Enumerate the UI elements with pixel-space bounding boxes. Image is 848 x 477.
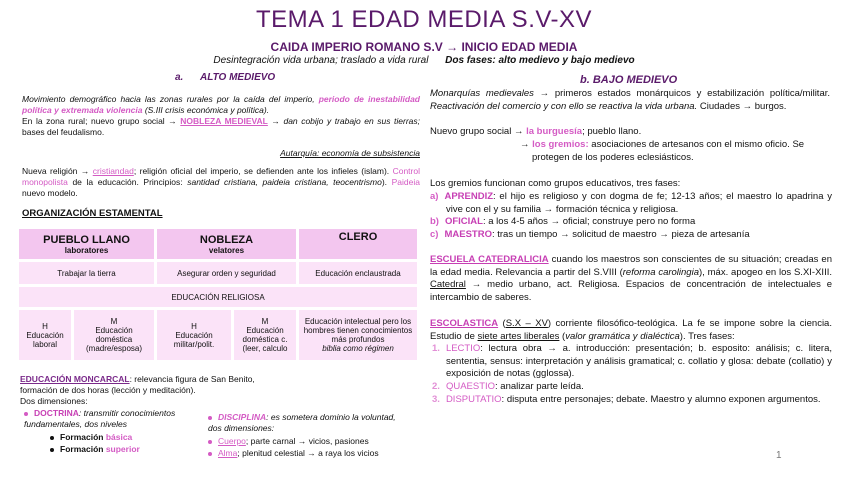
disputatio-text: : disputa entre personajes; debate. Maestro y alumno exponen argumentos. xyxy=(501,394,821,405)
estamental-table xyxy=(16,226,420,363)
page-title: TEMA 1 EDAD MEDIA S.V-XV xyxy=(255,6,593,33)
disciplina-text: : es sometera dominio la voluntad, dos dimensiones: xyxy=(208,412,396,433)
num-1: 1. xyxy=(432,343,440,354)
moncarcal-title: EDUCACIÓN MONCARCAL xyxy=(20,374,130,384)
pueblo-llano-right: ; pueblo llano. xyxy=(582,126,642,137)
bullet-cuerpo xyxy=(208,436,418,447)
p3-a: Nueva religión → xyxy=(22,166,93,176)
escolastica-paragraph xyxy=(430,318,832,343)
biblia-regimen: biblia como régimen xyxy=(322,344,394,353)
cuerpo-title: Cuerpo xyxy=(218,436,246,446)
cell-h-militar xyxy=(157,310,231,360)
subtitle-line xyxy=(0,55,848,66)
bullet-formacion-basica xyxy=(50,432,132,443)
escolastica: ESCOLASTICA xyxy=(430,318,499,329)
list-c: c) xyxy=(430,229,439,240)
p2-a-right: Nuevo grupo social → xyxy=(430,126,527,137)
disputatio: DISPUTATIO xyxy=(445,394,502,405)
bullet-dot-icon xyxy=(50,448,54,452)
aprendiz-text: : el hijo es religioso y con dogma de fe; 12-13 años; el maestro lo apadrina y vive con el y su familia → formación técnica y religiosa. xyxy=(446,191,832,215)
f1-a: Formación xyxy=(60,432,106,442)
col2-sub: velatores xyxy=(208,245,245,255)
oficial: OFICIAL xyxy=(444,216,483,227)
bullet-dot-icon xyxy=(208,440,212,444)
cell-m-domestica xyxy=(74,310,154,360)
section-a-title: ALTO MEDIEVO xyxy=(200,72,276,83)
escol-a: ( xyxy=(498,318,506,329)
fase-lectio xyxy=(432,343,832,381)
alto-paragraph-3 xyxy=(22,166,420,199)
p2-c: bases del feudalismo. xyxy=(22,127,105,137)
escol-b: ) corriente filosófico-teológica. La fe se impone sobre la ciencia. Estudio de xyxy=(430,318,832,342)
siete-artes: siete artes liberales xyxy=(477,330,560,342)
cell-m-domestica-c xyxy=(234,310,296,360)
bullet-doctrina xyxy=(24,408,214,430)
m-label-2: M xyxy=(261,317,269,326)
p4-pink2: Paideia xyxy=(391,177,420,187)
edu-intelectual: Educación intelectual pero los hombres tienen conocimientos más profundos xyxy=(303,317,413,344)
doctrina-text: : transmitir conocimientos fundamentales, dos niveles xyxy=(24,408,176,429)
cell-clero-intelectual xyxy=(299,310,417,360)
alto-paragraph-2 xyxy=(22,116,420,138)
valor-gramatica: valor gramática y dialéctica xyxy=(565,330,680,342)
escol-c: ( xyxy=(559,330,566,342)
bajo-paragraph-1 xyxy=(430,88,830,113)
bullet-alma xyxy=(208,448,418,459)
quaestio: QUAESTIO xyxy=(445,381,496,392)
bullet-formacion-superior xyxy=(50,444,140,455)
col-nobleza xyxy=(157,229,296,259)
f2-p: superior xyxy=(105,444,140,454)
bullet-dot-icon xyxy=(24,412,28,416)
subline-a: Desintegración vida urbana; traslado a vida rural xyxy=(213,55,429,66)
bullet-dot-icon xyxy=(50,436,54,440)
aprendiz: APRENDIZ xyxy=(444,191,494,202)
cell-educacion-enclaustrada: Educación enclaustrada xyxy=(299,262,417,284)
p3-b: ; religión oficial del imperio, se defienden ante los infieles (islam). xyxy=(133,166,390,176)
lectio-text: : lectura obra → a. introducción: presentación; b. esposito: análisis; c. litera, sententia, sensus: interpretación y análisis gramatical; c. collatio y glosa: debate (collatio) y exposición de notas (gglossa). xyxy=(446,343,832,379)
bullet-disciplina xyxy=(208,412,408,434)
alto-paragraph-1 xyxy=(22,94,420,116)
bullet-dot-icon xyxy=(208,416,212,420)
fase-oficial xyxy=(430,216,832,229)
burguesia: la burguesía xyxy=(526,126,583,137)
p1-a-right: → primeros estados monárquicos y estabilización política/militar. xyxy=(533,88,831,99)
edu-domestica: Educación doméstica (madre/esposa) xyxy=(85,326,143,353)
esc-b: ), máx. apogeo en los S.XI-XIII. xyxy=(698,266,832,278)
p4-i: santidad cristiana, paideia cristiana, teocentrismo xyxy=(187,177,382,187)
subline-b: Dos fases: alto medievo y bajo medievo xyxy=(445,55,635,66)
edu-militar: Educación militar/polit. xyxy=(173,330,215,349)
f1-p: básica xyxy=(105,432,133,442)
p3-pink: cristiandad xyxy=(92,166,134,176)
col-clero: CLERO xyxy=(299,229,417,259)
quaestio-text: : analizar parte leída. xyxy=(495,381,584,392)
col2-title: NOBLEZA xyxy=(199,233,254,246)
gremios: los gremios: xyxy=(532,139,589,150)
escuela-catedralicia: ESCUELA CATEDRALICIA xyxy=(430,254,549,265)
lectio: LECTIO xyxy=(445,343,481,354)
p2-b: → dan cobijo y trabajo en sus tierras; xyxy=(267,116,421,126)
monarquias: Monarquías medievales xyxy=(430,88,534,99)
cell-educacion-religiosa: EDUCACIÓN RELIGIOSA xyxy=(19,287,417,307)
gremios-text: asociaciones de artesanos con el mismo oficio. Se protegen de los poderes eclesiásticos. xyxy=(532,139,805,163)
p4-b: ). xyxy=(381,177,392,187)
org-estamental-heading: ORGANIZACIÓN ESTAMENTAL xyxy=(22,208,163,219)
edu-domestica-c: Educación doméstica c. (leer, calculo xyxy=(242,326,288,353)
alma-text: ; plenitud celestial → a raya los vicios xyxy=(237,448,379,458)
disciplina-title: DISCIPLINA xyxy=(218,412,267,422)
cuerpo-text: ; parte carnal → vicios, pasiones xyxy=(245,436,369,446)
section-a-heading xyxy=(175,72,275,83)
col-pueblo-llano xyxy=(19,229,154,259)
fase-maestro xyxy=(430,229,832,242)
p1-pink: periodo de inestabilidad política y extremada violencia xyxy=(22,94,420,115)
esc-c: → medio urbano, act. Religiosa. Espacios de concentración de intelectuales e intercambio de saberes. xyxy=(430,279,832,303)
p1-a: Movimiento demográfico hacia las zonas rurales por la caída del imperio, xyxy=(22,94,319,104)
edu-laboral: Educación laboral xyxy=(26,330,64,349)
h-label-1: H xyxy=(42,321,48,331)
cell-h-laboral xyxy=(19,310,71,360)
f2-a: Formación xyxy=(60,444,106,454)
m-label-1: M xyxy=(110,317,118,326)
list-a: a) xyxy=(430,191,439,202)
maestro-text: : tras un tiempo → solicitud de maestro → pieza de artesanía xyxy=(491,229,750,240)
escuela-catedralicia-paragraph xyxy=(430,254,832,304)
page-number: 1 xyxy=(776,450,782,461)
gremios-intro: Los gremios funcionan como grupos educativos, tres fases: xyxy=(430,178,681,189)
fase-quaestio xyxy=(432,381,832,394)
alma-title: Alma xyxy=(218,448,238,458)
reforma-carolingia: reforma carolingia xyxy=(622,266,699,278)
cell-asegurar: Asegurar orden y seguridad xyxy=(157,262,296,284)
p3-arrow: → xyxy=(520,139,533,150)
oficial-text: : a los 4-5 años → oficial; construye pero no forma xyxy=(482,216,696,227)
escol-d: ). Tres fases: xyxy=(679,330,735,342)
esc-a: cuando los maestros son conscientes de su situación; creadas en la edad media. Relevancia a partir del S.VIII ( xyxy=(430,254,832,278)
col1-sub: laboratores xyxy=(64,245,109,255)
page-subtitle: CAIDA IMPERIO ROMANO S.V → INICIO EDAD MEDIA xyxy=(270,40,578,54)
bajo-paragraph-2 xyxy=(430,126,830,139)
escol-siglos: S.X – XV xyxy=(505,318,548,329)
num-3: 3. xyxy=(432,394,440,405)
p4-pink: Control monopolista xyxy=(22,166,420,187)
section-b-heading: b. BAJO MEDIEVO xyxy=(580,74,678,86)
autarquia-note: Autarquía: economía de subsistencia xyxy=(280,148,420,158)
p2-pink: NOBLEZA MEDIEVAL xyxy=(180,116,268,126)
section-a-letter: a. xyxy=(175,72,184,83)
p2-a: En la zona rural; nuevo grupo social → xyxy=(22,116,181,126)
reactivacion: Reactivación del comercio y con ello se reactiva la vida urbana. xyxy=(430,100,698,112)
list-b: b) xyxy=(430,216,439,227)
p4-a: de la educación. Principios: xyxy=(67,177,188,187)
dos-dimensiones: Dos dimensiones: xyxy=(20,396,88,406)
num-2: 2. xyxy=(432,381,440,392)
moncarcal-text: : relevancia figura de San Benito, formación de dos horas (lección y meditación). xyxy=(20,374,255,395)
p4-c: nuevo modelo. xyxy=(22,188,78,198)
bajo-paragraph-3 xyxy=(520,139,832,164)
h-label-2: H xyxy=(191,321,197,331)
fase-aprendiz xyxy=(430,191,832,216)
bullet-dot-icon xyxy=(208,452,212,456)
ciudades-burgos: Ciudades → burgos. xyxy=(697,100,787,112)
catedral: Catedral xyxy=(430,279,466,290)
cell-trabajar: Trabajar la tierra xyxy=(19,262,154,284)
maestro: MAESTRO xyxy=(444,229,492,240)
fase-disputatio xyxy=(432,394,832,407)
moncarcal-paragraph xyxy=(20,374,280,407)
col1-title: PUEBLO LLANO xyxy=(43,233,130,246)
doctrina-title: DOCTRINA xyxy=(34,408,79,418)
p1-b: (S.III crisis económica y política). xyxy=(142,105,270,115)
